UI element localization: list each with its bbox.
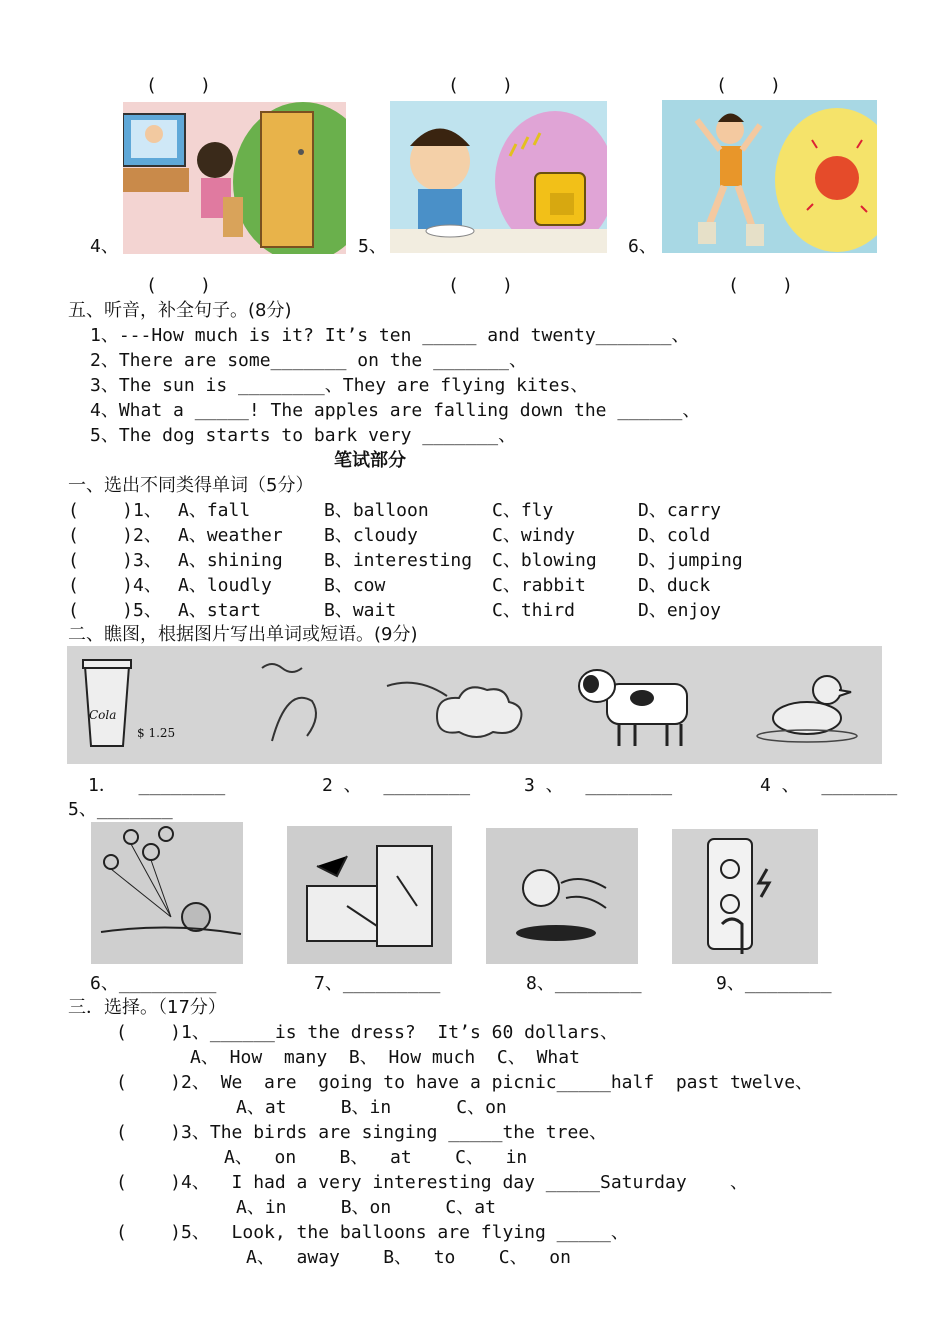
question-1: ( )1、______is the dress? It’s 60 dollars、 bbox=[116, 1022, 618, 1043]
blank-4[interactable]: 4 、 _______ bbox=[760, 775, 898, 796]
bracket-top-4: ( ) bbox=[146, 75, 212, 96]
option-d: D、jumping bbox=[638, 550, 743, 571]
section2-title: 二、瞧图，根据图片写出单词或短语。(9分) bbox=[68, 624, 418, 645]
question-4: ( )4、 I had a very interesting day _____Saturday 、 bbox=[116, 1172, 749, 1193]
section5-line-3: 3、The sun is ________、They are flying kites、 bbox=[90, 375, 589, 396]
blank-1[interactable]: 1． ________ bbox=[88, 775, 226, 796]
picture-electric-socket bbox=[672, 829, 818, 964]
option-c: C、fly bbox=[492, 500, 554, 521]
option-c: C、windy bbox=[492, 525, 576, 546]
picture-tv-girl-door bbox=[123, 102, 346, 254]
question-5: ( )5、 Look, the balloons are flying _____、 bbox=[116, 1222, 629, 1243]
question-1-options: A、 How many B、 How much C、 What bbox=[190, 1047, 580, 1068]
item-number: ( )3、 bbox=[68, 550, 162, 571]
picture-messy-room bbox=[287, 826, 452, 964]
section1-title: 一、选出不同类得单词（5分） bbox=[68, 475, 314, 496]
item-number: ( )1、 bbox=[68, 500, 162, 521]
option-c: C、blowing bbox=[492, 550, 597, 571]
option-a: A、weather bbox=[178, 525, 283, 546]
option-b: B、cow bbox=[324, 575, 386, 596]
item-number: ( )4、 bbox=[68, 575, 162, 596]
option-d: D、carry bbox=[638, 500, 722, 521]
cola-label: Cola bbox=[89, 708, 117, 722]
option-b: B、cloudy bbox=[324, 525, 418, 546]
section5-line-5: 5、The dog starts to bark very _______、 bbox=[90, 425, 517, 446]
bracket-bottom-5: ( ) bbox=[448, 275, 514, 296]
option-a: A、fall bbox=[178, 500, 251, 521]
section5-line-4: 4、What a _____! The apples are falling down the ______、 bbox=[90, 400, 701, 421]
question-5-options: A、 away B、 to C、 on bbox=[246, 1247, 571, 1268]
blank-6[interactable]: 6、_________ bbox=[90, 973, 217, 994]
question-2-options: A、at B、in C、on bbox=[236, 1097, 507, 1118]
blank-7[interactable]: 7、_________ bbox=[314, 973, 441, 994]
option-b: B、balloon bbox=[324, 500, 429, 521]
blank-9[interactable]: 9、________ bbox=[716, 973, 832, 994]
option-a: A、loudly bbox=[178, 575, 272, 596]
option-d: D、enjoy bbox=[638, 600, 722, 621]
option-b: B、wait bbox=[324, 600, 397, 621]
option-a: A、shining bbox=[178, 550, 283, 571]
bracket-bottom-6: ( ) bbox=[728, 275, 794, 296]
section5-title: 五、听音，补全句子。(8分) bbox=[68, 300, 292, 321]
picture-balloons-girl bbox=[91, 822, 243, 964]
question-3-options: A、 on B、 at C、 in bbox=[224, 1147, 528, 1168]
picture-number-6: 6、 bbox=[628, 236, 657, 257]
picture-number-5: 5、 bbox=[358, 236, 387, 257]
blank-8[interactable]: 8、________ bbox=[526, 973, 642, 994]
option-b: B、interesting bbox=[324, 550, 473, 571]
bracket-top-5: ( ) bbox=[448, 75, 514, 96]
picture-strip-cola-wind-cow-duck bbox=[67, 646, 882, 764]
blank-3[interactable]: 3 、 ________ bbox=[524, 775, 673, 796]
option-c: C、rabbit bbox=[492, 575, 586, 596]
written-part-heading: 笔试部分 bbox=[334, 450, 406, 471]
picture-girl-eating-phone bbox=[390, 101, 607, 253]
section3-title: 三．选择。（17分） bbox=[68, 997, 226, 1018]
picture-number-4: 4、 bbox=[90, 236, 119, 257]
item-number: ( )2、 bbox=[68, 525, 162, 546]
option-d: D、cold bbox=[638, 525, 711, 546]
item-number: ( )5、 bbox=[68, 600, 162, 621]
section5-line-2: 2、There are some_______ on the _______、 bbox=[90, 350, 527, 371]
blank-5[interactable]: 5、_______ bbox=[68, 799, 173, 820]
price-label: $ 1.25 bbox=[137, 726, 176, 740]
question-4-options: A、in B、on C、at bbox=[236, 1197, 496, 1218]
option-a: A、start bbox=[178, 600, 262, 621]
section5-line-1: 1、---How much is it? It’s ten _____ and twenty_______、 bbox=[90, 325, 690, 346]
bracket-top-6: ( ) bbox=[716, 75, 782, 96]
question-2: ( )2、 We are going to have a picnic_____half past twelve、 bbox=[116, 1072, 814, 1093]
bracket-bottom-4: ( ) bbox=[146, 275, 212, 296]
picture-girl-dancing-sun bbox=[662, 100, 877, 253]
option-c: C、third bbox=[492, 600, 576, 621]
option-d: D、duck bbox=[638, 575, 711, 596]
blank-2[interactable]: 2 、 ________ bbox=[322, 775, 471, 796]
picture-wind-blowing bbox=[486, 828, 638, 964]
question-3: ( )3、The birds are singing _____the tree、 bbox=[116, 1122, 608, 1143]
